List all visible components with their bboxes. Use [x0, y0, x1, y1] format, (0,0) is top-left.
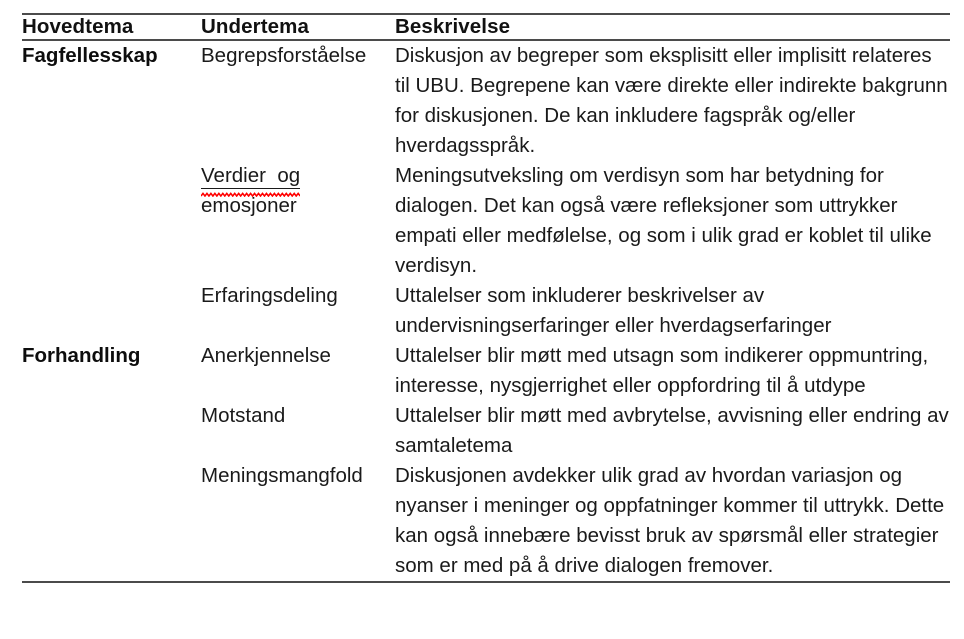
table-bottom-rule — [22, 581, 950, 583]
cell-hovedtema — [22, 281, 201, 341]
cell-beskrivelse: Meningsutveksling om verdisyn som har betydning for dialogen. Det kan også være refleksjoner som uttrykker empati eller medfølelse, og som i ulik grad er koblet til ulike verdisyn. — [395, 164, 932, 277]
cell-hovedtema: Forhandling — [22, 344, 141, 367]
cell-undertema-line2: emosjoner — [201, 194, 297, 217]
table-header-row — [22, 15, 950, 39]
cell-undertema-line1: Verdier og — [201, 164, 301, 187]
cell-undertema: Motstand — [201, 404, 286, 427]
thematic-analysis-body — [22, 41, 950, 581]
cell-beskrivelse: Uttalelser blir møtt med utsagn som indikerer oppmuntring, interesse, nysgjerrighet eller oppfordring til å utdype — [395, 344, 929, 397]
thematic-analysis-table — [22, 15, 950, 39]
cell-beskrivelse: Diskusjon av begreper som eksplisitt eller implisitt relateres til UBU. Begrepene kan være direkte eller indirekte bakgrunn for diskusjonen. De kan inkludere fagspråk og/eller hverdagsspråk. — [395, 44, 948, 157]
column-header-hovedtema: Hovedtema — [22, 15, 134, 38]
cell-undertema: Erfaringsdeling — [201, 284, 338, 307]
cell-undertema: Begrepsforståelse — [201, 44, 367, 67]
table-row — [22, 161, 950, 281]
spellcheck-word-group — [201, 161, 300, 191]
cell-hovedtema — [22, 161, 201, 281]
table-row — [22, 41, 950, 161]
table-row — [22, 341, 950, 401]
cell-undertema: Meningsmangfold — [201, 464, 363, 487]
cell-undertema — [201, 161, 395, 281]
table-row — [22, 461, 950, 581]
column-header-beskrivelse: Beskrivelse — [395, 15, 511, 38]
table-row — [22, 401, 950, 461]
cell-beskrivelse: Uttalelser som inkluderer beskrivelser av undervisningserfaringer eller hverdagserfaringer — [395, 284, 832, 337]
cell-beskrivelse: Diskusjonen avdekker ulik grad av hvordan variasjon og nyanser i meninger og oppfatninger kommer til uttrykk. Dette kan også innebære bevisst bruk av spørsmål eller strategier som er med på å drive dialogen fremover. — [395, 464, 945, 577]
table-row — [22, 281, 950, 341]
cell-undertema: Anerkjennelse — [201, 344, 331, 367]
column-header-undertema: Undertema — [201, 15, 309, 38]
cell-beskrivelse: Uttalelser blir møtt med avbrytelse, avvisning eller endring av samtaletema — [395, 404, 949, 457]
table-container — [0, 13, 964, 639]
cell-hovedtema — [22, 461, 201, 581]
cell-hovedtema — [22, 401, 201, 461]
cell-hovedtema: Fagfellesskap — [22, 44, 158, 67]
